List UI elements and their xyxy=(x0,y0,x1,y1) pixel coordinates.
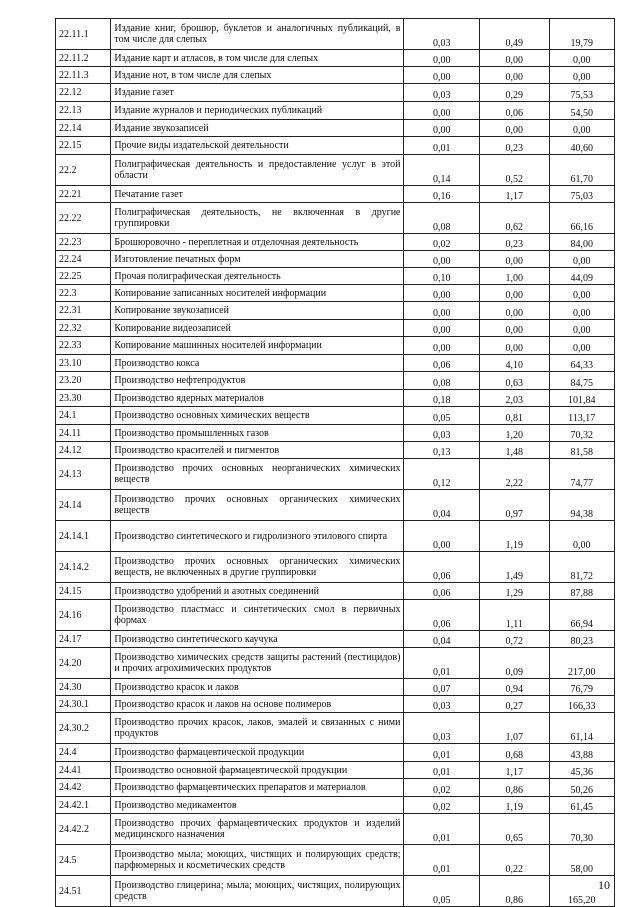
cell-v3: 40,60 xyxy=(549,137,615,155)
cell-code: 22.25 xyxy=(56,268,111,285)
cell-v1: 0,00 xyxy=(404,120,480,137)
cell-v1: 0,00 xyxy=(404,320,480,337)
cell-code: 22.2 xyxy=(56,155,111,186)
cell-v2: 0,49 xyxy=(480,19,549,50)
cell-v1: 0,00 xyxy=(404,50,480,67)
cell-v1: 0,07 xyxy=(404,679,480,696)
cell-code: 22.31 xyxy=(56,302,111,320)
cell-v2: 0,22 xyxy=(480,845,549,876)
table-row xyxy=(56,552,615,583)
cell-code: 24.42.1 xyxy=(56,797,111,814)
cell-v2: 0,68 xyxy=(480,744,549,762)
cell-v2: 1,20 xyxy=(480,425,549,442)
cell-v1: 0,04 xyxy=(404,490,480,521)
cell-v3: 101,84 xyxy=(549,390,615,407)
cell-v3: 74,77 xyxy=(549,459,615,490)
cell-v1: 0,01 xyxy=(404,137,480,155)
table-row xyxy=(56,425,615,442)
cell-code: 22.33 xyxy=(56,337,111,355)
cell-v3: 50,26 xyxy=(549,779,615,797)
cell-name: Производство мыла; моющих, чистящих и полирующих средств; парфюмерных и косметических средств xyxy=(111,845,404,876)
cell-v2: 4,10 xyxy=(480,355,549,372)
cell-v3: 75,53 xyxy=(549,84,615,102)
cell-v3: 84,00 xyxy=(549,234,615,251)
cell-v1: 0,00 xyxy=(404,521,480,552)
table-row xyxy=(56,583,615,600)
cell-code: 23.10 xyxy=(56,355,111,372)
table-row xyxy=(56,67,615,84)
cell-v2: 0,00 xyxy=(480,120,549,137)
cell-v2: 0,86 xyxy=(480,876,549,907)
table-row xyxy=(56,762,615,779)
cell-name: Производство ядерных материалов xyxy=(111,390,404,407)
cell-v1: 0,00 xyxy=(404,337,480,355)
cell-v2: 1,00 xyxy=(480,268,549,285)
table-row xyxy=(56,155,615,186)
cell-name: Прочие виды издательской деятельности xyxy=(111,137,404,155)
table-row xyxy=(56,19,615,50)
cell-code: 24.14.2 xyxy=(56,552,111,583)
cell-v2: 0,65 xyxy=(480,814,549,845)
table-row xyxy=(56,490,615,521)
cell-v3: 166,33 xyxy=(549,696,615,713)
cell-name: Полиграфическая деятельность и предоставление услуг в этой области xyxy=(111,155,404,186)
table-row xyxy=(56,186,615,203)
cell-v3: 45,36 xyxy=(549,762,615,779)
cell-name: Производство синтетического каучука xyxy=(111,631,404,648)
cell-v3: 81,72 xyxy=(549,552,615,583)
table-row xyxy=(56,102,615,120)
cell-v3: 217,00 xyxy=(549,648,615,679)
cell-v3: 0,00 xyxy=(549,67,615,84)
cell-name: Копирование звукозаписей xyxy=(111,302,404,320)
cell-name: Производство прочих основных органических химических веществ xyxy=(111,490,404,521)
table-row xyxy=(56,337,615,355)
cell-code: 24.30.2 xyxy=(56,713,111,744)
cell-name: Производство прочих фармацевтических продуктов и изделий медицинского назначения xyxy=(111,814,404,845)
cell-code: 24.30.1 xyxy=(56,696,111,713)
cell-v1: 0,10 xyxy=(404,268,480,285)
cell-code: 23.30 xyxy=(56,390,111,407)
cell-v3: 66,94 xyxy=(549,600,615,631)
cell-v2: 0,52 xyxy=(480,155,549,186)
cell-name: Изготовление печатных форм xyxy=(111,251,404,268)
cell-code: 24.15 xyxy=(56,583,111,600)
table-row xyxy=(56,744,615,762)
cell-v1: 0,00 xyxy=(404,67,480,84)
cell-code: 24.20 xyxy=(56,648,111,679)
cell-code: 22.24 xyxy=(56,251,111,268)
cell-v1: 0,18 xyxy=(404,390,480,407)
cell-v2: 0,81 xyxy=(480,407,549,425)
page-number: 10 xyxy=(598,878,610,892)
cell-code: 22.14 xyxy=(56,120,111,137)
cell-v1: 0,03 xyxy=(404,84,480,102)
cell-v2: 0,72 xyxy=(480,631,549,648)
cell-code: 22.12 xyxy=(56,84,111,102)
cell-v3: 81,58 xyxy=(549,442,615,459)
cell-name: Производство фармацевтических препаратов и материалов xyxy=(111,779,404,797)
cell-name: Полиграфическая деятельность, не включенная в другие группировки xyxy=(111,203,404,234)
cell-v3: 80,23 xyxy=(549,631,615,648)
cell-code: 24.12 xyxy=(56,442,111,459)
table-row xyxy=(56,814,615,845)
cell-code: 24.5 xyxy=(56,845,111,876)
table-row xyxy=(56,137,615,155)
cell-v2: 0,00 xyxy=(480,285,549,302)
cell-v2: 0,00 xyxy=(480,320,549,337)
cell-v1: 0,00 xyxy=(404,102,480,120)
cell-code: 22.15 xyxy=(56,137,111,155)
cell-v1: 0,00 xyxy=(404,285,480,302)
cell-v3: 76,79 xyxy=(549,679,615,696)
cell-v2: 0,00 xyxy=(480,302,549,320)
cell-v2: 0,63 xyxy=(480,372,549,390)
cell-v1: 0,03 xyxy=(404,425,480,442)
cell-v3: 70,32 xyxy=(549,425,615,442)
cell-name: Прочая полиграфическая деятельность xyxy=(111,268,404,285)
cell-name: Производство промышленных газов xyxy=(111,425,404,442)
cell-v3: 61,14 xyxy=(549,713,615,744)
cell-v3: 66,16 xyxy=(549,203,615,234)
cell-code: 24.16 xyxy=(56,600,111,631)
table-row xyxy=(56,390,615,407)
table-row xyxy=(56,285,615,302)
cell-v3: 19,79 xyxy=(549,19,615,50)
cell-v1: 0,14 xyxy=(404,155,480,186)
cell-code: 24.1 xyxy=(56,407,111,425)
cell-name: Печатание газет xyxy=(111,186,404,203)
cell-name: Производство прочих основных неорганических химических веществ xyxy=(111,459,404,490)
table-row xyxy=(56,251,615,268)
cell-v2: 0,00 xyxy=(480,50,549,67)
cell-name: Производство кокса xyxy=(111,355,404,372)
cell-name: Брошюровочно - переплетная и отделочная деятельность xyxy=(111,234,404,251)
cell-code: 24.42 xyxy=(56,779,111,797)
table-row xyxy=(56,320,615,337)
cell-v1: 0,01 xyxy=(404,744,480,762)
cell-v2: 2,22 xyxy=(480,459,549,490)
cell-v2: 0,62 xyxy=(480,203,549,234)
cell-v1: 0,08 xyxy=(404,203,480,234)
table-row xyxy=(56,355,615,372)
table-row xyxy=(56,797,615,814)
cell-v1: 0,06 xyxy=(404,552,480,583)
cell-name: Производство химических средств защиты растений (пестицидов) и прочих агрохимических продуктов xyxy=(111,648,404,679)
cell-v1: 0,01 xyxy=(404,814,480,845)
cell-v3: 94,38 xyxy=(549,490,615,521)
table-row xyxy=(56,631,615,648)
cell-v3: 61,70 xyxy=(549,155,615,186)
cell-code: 24.51 xyxy=(56,876,111,907)
cell-v1: 0,00 xyxy=(404,251,480,268)
cell-v2: 0,00 xyxy=(480,337,549,355)
cell-v3: 0,00 xyxy=(549,320,615,337)
cell-v1: 0,01 xyxy=(404,845,480,876)
cell-v1: 0,00 xyxy=(404,302,480,320)
cell-v2: 0,00 xyxy=(480,67,549,84)
cell-v3: 64,33 xyxy=(549,355,615,372)
cell-name: Производство удобрений и азотных соединений xyxy=(111,583,404,600)
cell-name: Производство красок и лаков на основе полимеров xyxy=(111,696,404,713)
table-row xyxy=(56,600,615,631)
cell-v3: 54,50 xyxy=(549,102,615,120)
cell-code: 22.3 xyxy=(56,285,111,302)
cell-name: Издание карт и атласов, в том числе для слепых xyxy=(111,50,404,67)
table-row xyxy=(56,268,615,285)
cell-name: Производство красок и лаков xyxy=(111,679,404,696)
cell-v1: 0,01 xyxy=(404,648,480,679)
cell-v1: 0,03 xyxy=(404,19,480,50)
cell-v2: 0,23 xyxy=(480,137,549,155)
cell-v3: 43,88 xyxy=(549,744,615,762)
cell-v3: 61,45 xyxy=(549,797,615,814)
cell-v2: 0,09 xyxy=(480,648,549,679)
table-row xyxy=(56,779,615,797)
cell-v1: 0,02 xyxy=(404,234,480,251)
cell-v3: 0,00 xyxy=(549,120,615,137)
cell-v2: 1,17 xyxy=(480,186,549,203)
table-row xyxy=(56,234,615,251)
cell-code: 24.4 xyxy=(56,744,111,762)
cell-v2: 0,94 xyxy=(480,679,549,696)
table-row xyxy=(56,302,615,320)
cell-v1: 0,06 xyxy=(404,600,480,631)
cell-name: Производство прочих красок, лаков, эмалей и связанных с ними продуктов xyxy=(111,713,404,744)
cell-code: 24.42.2 xyxy=(56,814,111,845)
cell-v1: 0,13 xyxy=(404,442,480,459)
cell-v1: 0,02 xyxy=(404,779,480,797)
cell-v2: 1,49 xyxy=(480,552,549,583)
table-row xyxy=(56,696,615,713)
cell-name: Производство красителей и пигментов xyxy=(111,442,404,459)
table-body xyxy=(56,19,615,907)
cell-v1: 0,02 xyxy=(404,797,480,814)
cell-name: Издание звукозаписей xyxy=(111,120,404,137)
cell-v1: 0,03 xyxy=(404,713,480,744)
cell-code: 22.22 xyxy=(56,203,111,234)
cell-name: Производство прочих основных органических химических веществ, не включенных в другие группировки xyxy=(111,552,404,583)
table-row xyxy=(56,521,615,552)
cell-v2: 1,07 xyxy=(480,713,549,744)
cell-v2: 1,19 xyxy=(480,521,549,552)
cell-name: Производство основных химических веществ xyxy=(111,407,404,425)
cell-name: Производство синтетического и гидролизного этилового спирта xyxy=(111,521,404,552)
table-row xyxy=(56,459,615,490)
cell-v2: 0,27 xyxy=(480,696,549,713)
cell-v1: 0,12 xyxy=(404,459,480,490)
cell-v1: 0,03 xyxy=(404,696,480,713)
table-row xyxy=(56,713,615,744)
cell-name: Производство пластмасс и синтетических смол в первичных формах xyxy=(111,600,404,631)
cell-v3: 0,00 xyxy=(549,50,615,67)
cell-v3: 0,00 xyxy=(549,337,615,355)
cell-v3: 113,17 xyxy=(549,407,615,425)
cell-v3: 0,00 xyxy=(549,285,615,302)
cell-v1: 0,16 xyxy=(404,186,480,203)
cell-v2: 1,11 xyxy=(480,600,549,631)
cell-code: 22.23 xyxy=(56,234,111,251)
cell-v2: 0,97 xyxy=(480,490,549,521)
cell-v2: 0,86 xyxy=(480,779,549,797)
cell-v1: 0,04 xyxy=(404,631,480,648)
table-row xyxy=(56,50,615,67)
cell-v1: 0,08 xyxy=(404,372,480,390)
cell-v3: 75,03 xyxy=(549,186,615,203)
cell-v1: 0,06 xyxy=(404,583,480,600)
cell-v2: 2,03 xyxy=(480,390,549,407)
cell-v1: 0,06 xyxy=(404,355,480,372)
cell-v2: 0,06 xyxy=(480,102,549,120)
cell-v2: 1,29 xyxy=(480,583,549,600)
table-row xyxy=(56,876,615,907)
cell-v3: 58,00 xyxy=(549,845,615,876)
cell-code: 24.17 xyxy=(56,631,111,648)
cell-name: Копирование видеозаписей xyxy=(111,320,404,337)
table-row xyxy=(56,203,615,234)
cell-v3: 0,00 xyxy=(549,521,615,552)
cell-name: Копирование машинных носителей информации xyxy=(111,337,404,355)
cell-code: 22.13 xyxy=(56,102,111,120)
cell-v3: 44,09 xyxy=(549,268,615,285)
cell-v3: 165,20 xyxy=(549,876,615,907)
cell-v3: 0,00 xyxy=(549,251,615,268)
cell-code: 24.11 xyxy=(56,425,111,442)
cell-name: Производство фармацевтической продукции xyxy=(111,744,404,762)
cell-name: Издание журналов и периодических публикаций xyxy=(111,102,404,120)
cell-name: Производство нефтепродуктов xyxy=(111,372,404,390)
cell-code: 22.32 xyxy=(56,320,111,337)
cell-code: 24.41 xyxy=(56,762,111,779)
cell-v2: 1,48 xyxy=(480,442,549,459)
cell-code: 22.11.2 xyxy=(56,50,111,67)
cell-v1: 0,01 xyxy=(404,762,480,779)
table-row xyxy=(56,372,615,390)
cell-name: Производство медикаментов xyxy=(111,797,404,814)
cell-name: Производство основной фармацевтической продукции xyxy=(111,762,404,779)
cell-v2: 0,29 xyxy=(480,84,549,102)
cell-v3: 87,88 xyxy=(549,583,615,600)
cell-v2: 1,17 xyxy=(480,762,549,779)
cell-v3: 70,30 xyxy=(549,814,615,845)
cell-v1: 0,05 xyxy=(404,407,480,425)
table-row xyxy=(56,442,615,459)
cell-code: 22.11.3 xyxy=(56,67,111,84)
cell-code: 24.14 xyxy=(56,490,111,521)
cell-code: 23.20 xyxy=(56,372,111,390)
cell-v1: 0,05 xyxy=(404,876,480,907)
cell-v3: 0,00 xyxy=(549,302,615,320)
table-row xyxy=(56,407,615,425)
cell-code: 24.14.1 xyxy=(56,521,111,552)
cell-code: 22.21 xyxy=(56,186,111,203)
cell-name: Копирование записанных носителей информации xyxy=(111,285,404,302)
table-row xyxy=(56,845,615,876)
table-row xyxy=(56,648,615,679)
cell-v2: 1,19 xyxy=(480,797,549,814)
cell-name: Производство глицерина; мыла; моющих, чистящих, полирующих средств xyxy=(111,876,404,907)
cell-code: 24.13 xyxy=(56,459,111,490)
cell-name: Издание газет xyxy=(111,84,404,102)
table-row xyxy=(56,84,615,102)
table-row xyxy=(56,120,615,137)
cell-v3: 84,75 xyxy=(549,372,615,390)
cell-code: 24.30 xyxy=(56,679,111,696)
cell-code: 22.11.1 xyxy=(56,19,111,50)
cell-name: Издание нот, в том числе для слепых xyxy=(111,67,404,84)
cell-v2: 0,23 xyxy=(480,234,549,251)
table-row xyxy=(56,679,615,696)
cell-name: Издание книг, брошюр, буклетов и аналогичных публикаций, в том числе для слепых xyxy=(111,19,404,50)
cell-v2: 0,00 xyxy=(480,251,549,268)
activity-table xyxy=(55,18,615,907)
